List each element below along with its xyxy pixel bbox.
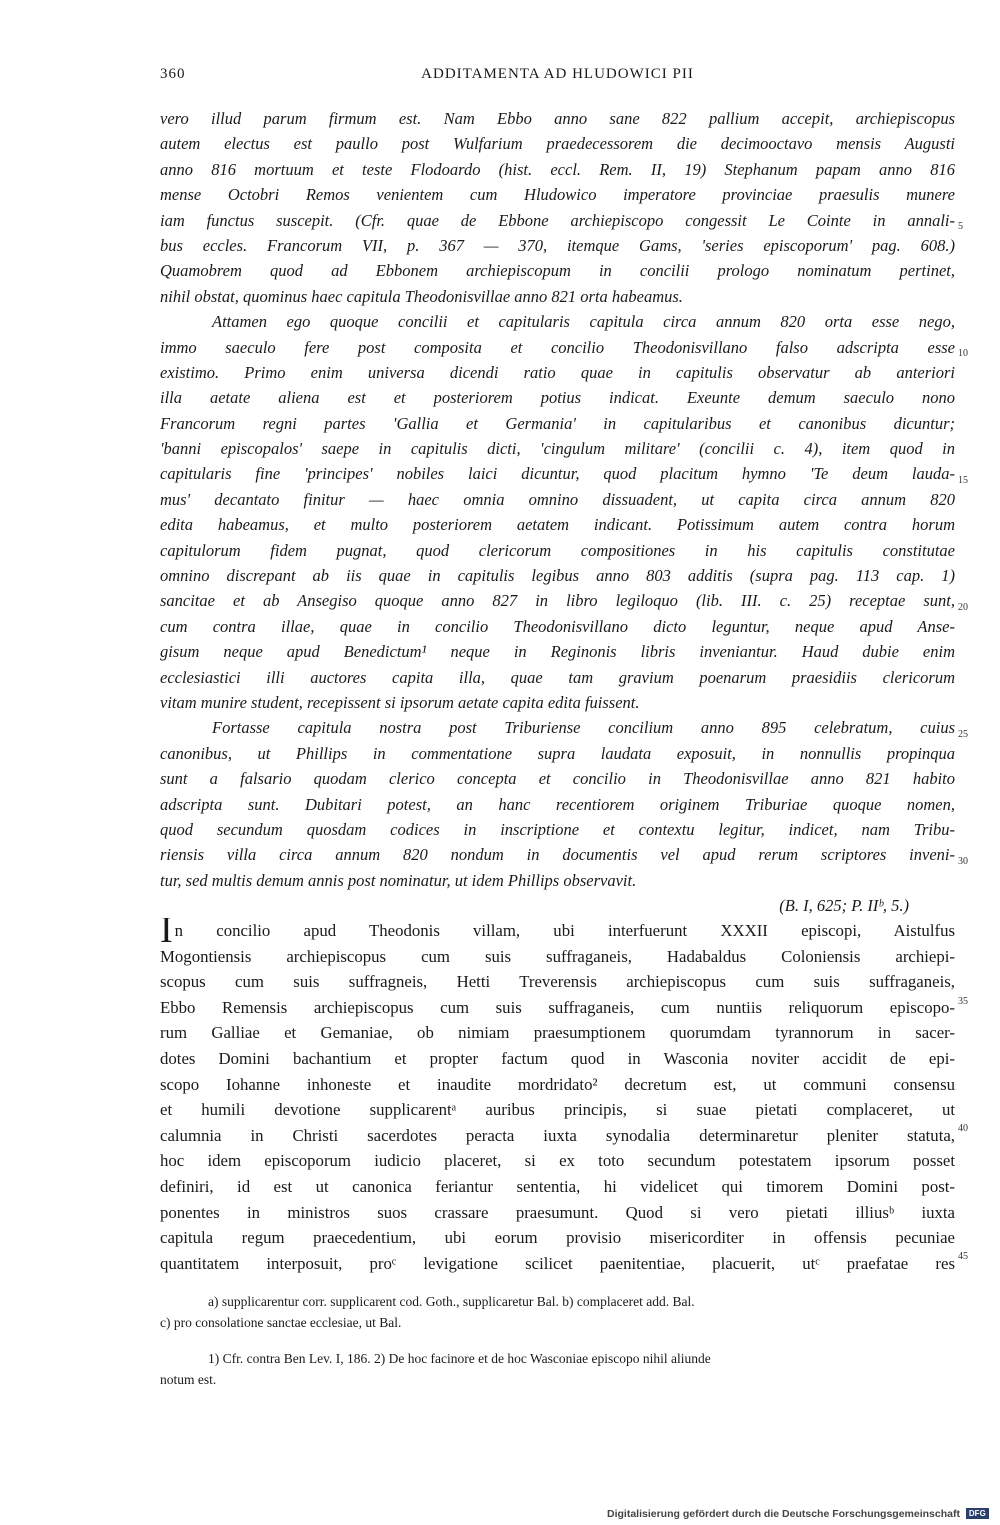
running-title: ADDITAMENTA AD HLUDOWICI PII bbox=[421, 66, 694, 82]
text-line: nihil obstat, quominus haec capitula Theodonisvillae anno 821 orta habeamus. bbox=[160, 286, 683, 306]
text-line: iam functus suscepit. (Cfr. quae de Ebbone archiepiscopo congessit Le Cointe in annali- bbox=[160, 210, 955, 230]
credit-text: Digitalisierung gefördert durch die Deutsche Forschungsgemeinschaft bbox=[607, 1508, 960, 1520]
running-header bbox=[160, 66, 955, 88]
line-number: 15 bbox=[958, 475, 968, 486]
text-line bbox=[160, 918, 955, 944]
text-line: dotes Domini bachantium et propter factum quod in Wasconia noviter accidit de epi- bbox=[160, 1048, 955, 1068]
text-line: omnino discrepant ab iis quae in capitulis legibus anno 803 additis (supra pag. 113 cap. 1) bbox=[160, 566, 955, 586]
text-line: 'banni episcopalos' saepe in capitulis dicti, 'cingulum militare' (concilii c. 4), item quod in bbox=[160, 439, 955, 459]
text-line: definiri, id est ut canonica feriantur sententia, hi videlicet qui timorem Domini post- bbox=[160, 1176, 955, 1196]
variant-footnotes bbox=[160, 1291, 955, 1333]
text-line: scopo Iohanne inhoneste et inaudite mordridato² decretum est, ut communi consensu bbox=[160, 1074, 955, 1094]
explanatory-footnotes bbox=[160, 1348, 955, 1390]
text-line: adscripta sunt. Dubitari potest, an hanc recentiorem originem Triburiae quoque nomen, bbox=[160, 794, 955, 814]
text-line: Quamobrem quod ad Ebbonem archiepiscopum in concilii prologo nominatum pertinet, bbox=[160, 261, 955, 281]
text-line: scopus cum suis suffragneis, Hetti Treverensis archiepiscopus cum suis suffraganeis, bbox=[160, 972, 955, 992]
text-line: immo saeculo fere post composita et concilio Theodonisvillano falso adscripta esse bbox=[160, 337, 955, 357]
text-line: sunt a falsario quodam clerico concepta et concilio in Theodonisvillae anno 821 habito bbox=[160, 769, 955, 789]
text-line: ecclesiastici illi auctores capita illa, quae tam gravium poenarum praesidiis clericorum bbox=[160, 667, 955, 687]
footnote-line: notum est. bbox=[160, 1372, 217, 1387]
line-number: 35 bbox=[958, 996, 968, 1007]
text-line: illa aetate aliena est et posteriorem potius indicat. Exeunte demum saeculo nono bbox=[160, 388, 955, 408]
line-number: 10 bbox=[958, 348, 968, 359]
line-number: 40 bbox=[958, 1123, 968, 1134]
text-line-content: n concilio apud Theodonis villam, ubi interfuerunt XXXII episcopi, Aistulfus bbox=[174, 921, 955, 940]
text-line: anno 816 mortuum et teste Flodoardo (hist. eccl. Rem. II, 19) Stephanum papam anno 816 bbox=[160, 159, 955, 179]
line-number: 25 bbox=[958, 729, 968, 740]
footnote-line: c) pro consolatione sanctae ecclesiae, ut Bal. bbox=[160, 1315, 402, 1330]
text-line: capitulorum fidem pugnat, quod clericorum compositiones in his capitulis constitutae bbox=[160, 540, 955, 560]
text-line: rum Galliae et Gemaniae, ob nimiam praesumptionem quorumdam tyrannorum in sacer- bbox=[160, 1023, 955, 1043]
text-line: Mogontiensis archiepiscopus cum suis suffraganeis, Hadabaldus Coloniensis archiepi- bbox=[160, 946, 955, 966]
text-line: riensis villa circa annum 820 nondum in documentis vel apud rerum scriptores inveni- bbox=[160, 845, 955, 865]
text-line: Ebbo Remensis archiepiscopus cum suis suffraganeis, cum nuntiis reliquorum episcopo- bbox=[160, 997, 955, 1017]
initial-letter: I bbox=[160, 918, 173, 944]
text-line: sancitae et ab Ansegiso quoque anno 827 in libro legiloquo (lib. III. c. 25) receptae sunt, bbox=[160, 591, 955, 611]
text-line: cum contra illae, quae in concilio Theodonisvillano dicto leguntur, neque apud Anse- bbox=[160, 616, 955, 636]
text-line: quod secundum quosdam codices in inscriptione et contextu legitur, indicet, nam Tribu- bbox=[160, 819, 955, 839]
introduction-text bbox=[160, 106, 955, 919]
page-number: 360 bbox=[160, 66, 186, 82]
text-line: Francorum regni partes 'Gallia et Germania' in capitularibus et canonibus dicuntur; bbox=[160, 413, 955, 433]
text-line: vero illud parum firmum est. Nam Ebbo anno sane 822 pallium accepit, archiepiscopus bbox=[160, 109, 955, 128]
text-line: et humili devotione supplicarentᵃ auribus principis, si suae pietati complaceret, ut bbox=[160, 1100, 955, 1120]
text-line: hoc idem episcoporum iudicio placeret, si ex toto secundum potestatem ipsorum posset bbox=[160, 1151, 955, 1171]
text-line: vitam munire student, recepissent si ipsorum aetate capita edita fuissent. bbox=[160, 692, 640, 712]
text-line: tur, sed multis demum annis post nominatur, ut idem Phillips observavit. bbox=[160, 870, 637, 890]
digitization-credit bbox=[607, 1508, 989, 1520]
text-line: canonibus, ut Phillips in commentatione supra laudata exposuit, in nonnullis propinqua bbox=[160, 743, 955, 763]
main-text bbox=[160, 918, 955, 1276]
line-number: 20 bbox=[958, 602, 968, 613]
text-line: Attamen ego quoque concilii et capitularis capitula circa annum 820 orta esse nego, bbox=[212, 312, 955, 332]
text-line: gisum neque apud Benedictum¹ neque in Reginonis libris inveniantur. Haud dubie enim bbox=[160, 642, 955, 662]
text-line: autem electus est paullo post Wulfarium praedecessorem die decimooctavo mensis Augusti bbox=[160, 134, 955, 154]
text-line: mense Octobri Remos venientem cum Hludowico imperatore provinciae praesulis munere bbox=[160, 185, 955, 205]
text-line: edita habeamus, et multo posteriorem aetatem indicant. Potissimum autem contra horum bbox=[160, 515, 955, 535]
text-line: capitula regum praecedentium, ubi eorum provisio misericorditer in offensis pecuniae bbox=[160, 1228, 955, 1248]
text-line: mus' decantato finitur — haec omnia omnino dissuadent, ut capita circa annum 820 bbox=[160, 489, 955, 509]
line-number: 45 bbox=[958, 1251, 968, 1262]
text-line: quantitatem interposuit, proᶜ levigatione scilicet paenitentiae, placuerit, utᶜ praefatae res bbox=[160, 1253, 955, 1273]
text-line: existimo. Primo enim universa dicendi ratio quae in capitulis observatur ab anteriori bbox=[160, 362, 955, 382]
text-line: ponentes in ministros suos crassare praesumunt. Quod si vero pietati illiusᵇ iuxta bbox=[160, 1202, 955, 1222]
text-line: bus eccles. Francorum VII, p. 367 — 370, itemque Gams, 'series episcoporum' pag. 608.) bbox=[160, 235, 955, 255]
text-line: capitularis fine 'principes' nobiles laici dicuntur, quod placitum hymno 'Te deum lauda- bbox=[160, 464, 955, 484]
dfg-logo: DFG bbox=[966, 1508, 989, 1519]
text-line: calumnia in Christi sacerdotes peracta iuxta synodalia determinaretur pleniter statuta, bbox=[160, 1125, 955, 1145]
footnote-line: a) supplicarentur corr. supplicarent cod. Goth., supplicaretur Bal. b) complaceret add. Bal. bbox=[208, 1294, 695, 1309]
source-reference: (B. I, 625; P. IIᵇ, 5.) bbox=[779, 896, 909, 916]
footnote-line: 1) Cfr. contra Ben Lev. I, 186. 2) De hoc facinore et de hoc Wasconiae episcopo nihil aliunde bbox=[208, 1351, 711, 1366]
line-number: 30 bbox=[958, 856, 968, 867]
line-number: 5 bbox=[958, 221, 963, 232]
text-line: Fortasse capitula nostra post Triburiense concilium anno 895 celebratum, cuius bbox=[212, 718, 955, 738]
